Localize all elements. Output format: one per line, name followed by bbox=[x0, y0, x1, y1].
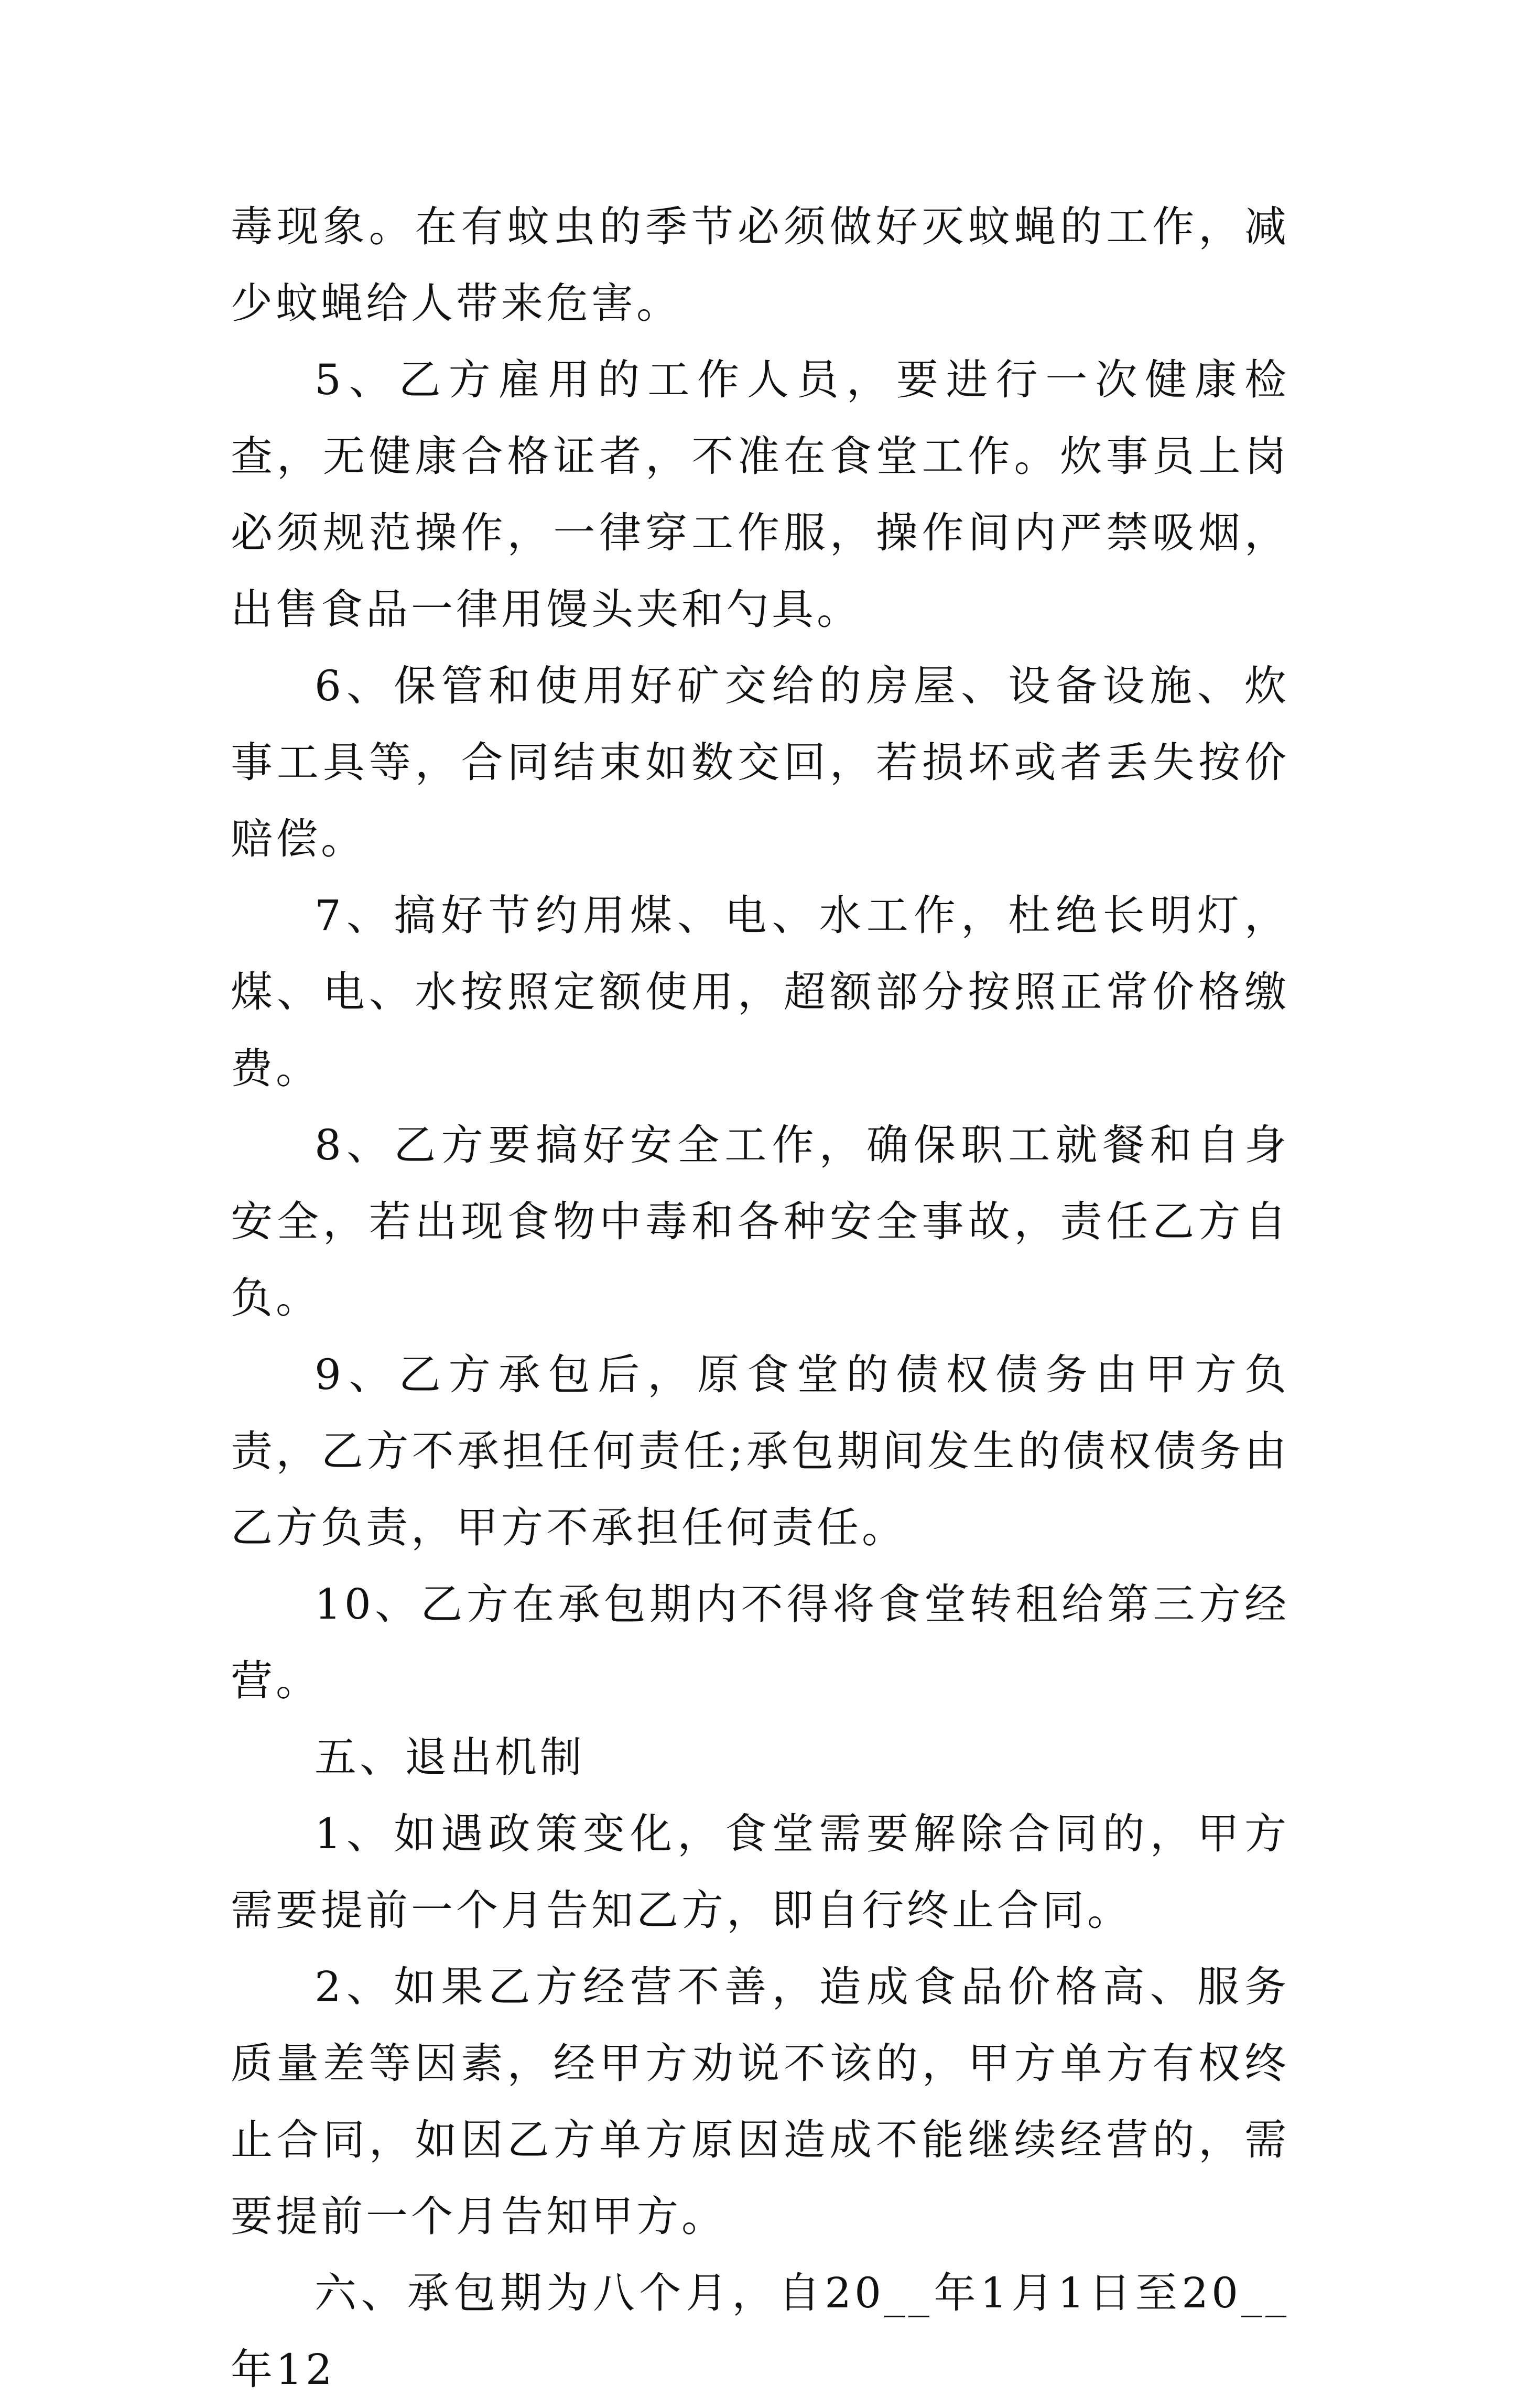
paragraph-5: 8、乙方要搞好安全工作，确保职工就餐和自身安全，若出现食物中毒和各种安全事故，责任乙方自负。 bbox=[231, 1121, 1290, 1322]
paragraph-2: 5、乙方雇用的工作人员，要进行一次健康检查，无健康合格证者，不准在食堂工作。炊事员上岗必须规范操作，一律穿工作服，操作间内严禁吸烟，出售食品一律用馒头夹和勺具。 bbox=[231, 355, 1290, 634]
paragraph-10: 2、如果乙方经营不善，造成食品价格高、服务质量差等因素，经甲方劝说不该的，甲方单方有权终止合同，如因乙方单方原因造成不能继续经营的，需要提前一个月告知甲方。 bbox=[231, 1962, 1290, 2241]
section-heading-exit-mechanism: 五、退出机制 bbox=[315, 1733, 585, 1782]
document-body bbox=[231, 189, 1290, 2408]
paragraph-6: 9、乙方承包后，原食堂的债权债务由甲方负责，乙方不承担任何责任;承包期间发生的债权债务由乙方负责，甲方不承担任何责任。 bbox=[231, 1350, 1290, 1552]
paragraph-7: 10、乙方在承包期内不得将食堂转租给第三方经营。 bbox=[231, 1580, 1290, 1705]
paragraph-1: 毒现象。在有蚊虫的季节必须做好灭蚊蝇的工作，减少蚊蝇给人带来危害。 bbox=[231, 202, 1290, 328]
paragraph-3: 6、保管和使用好矿交给的房屋、设备设施、炊事工具等，合同结束如数交回，若损坏或者丢失按价赔偿。 bbox=[231, 661, 1290, 863]
paragraph-9: 1、如遇政策变化，食堂需要解除合同的，甲方需要提前一个月告知乙方，即自行终止合同。 bbox=[231, 1809, 1290, 1935]
paragraph-11: 六、承包期为八个月，自20__年1月1日至20__年12 bbox=[231, 2269, 1290, 2394]
paragraph-4: 7、搞好节约用煤、电、水工作，杜绝长明灯，煤、电、水按照定额使用，超额部分按照正常价格缴费。 bbox=[231, 891, 1290, 1093]
